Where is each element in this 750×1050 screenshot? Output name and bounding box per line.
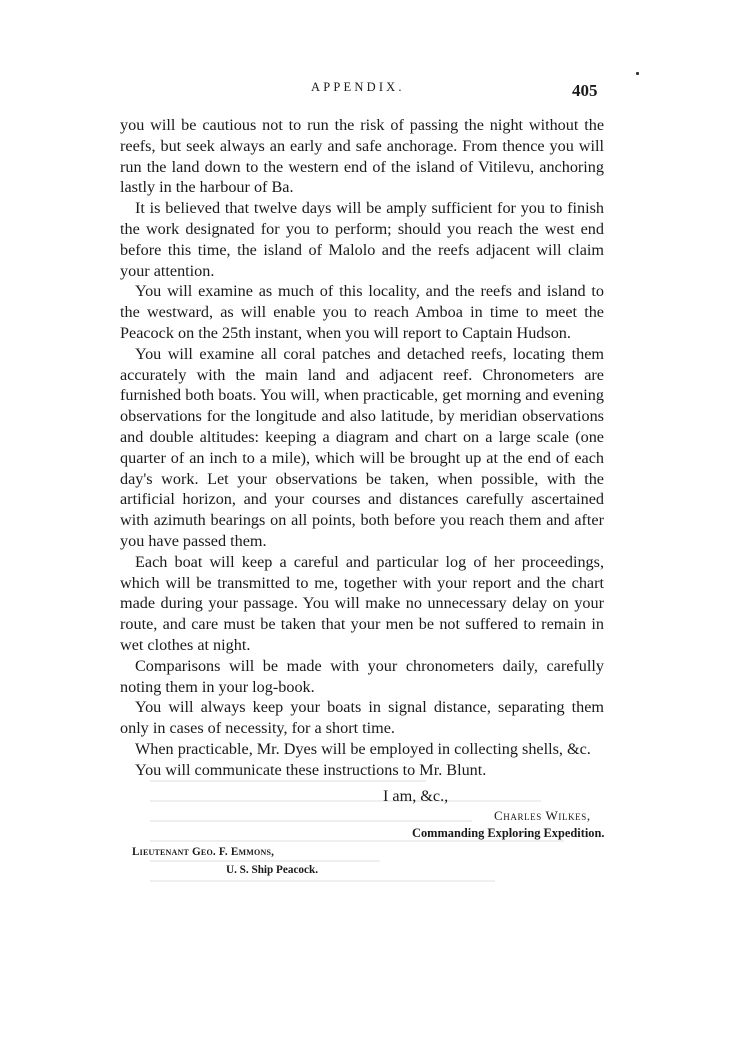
paragraph: You will always keep your boats in signal distance, separating them only in cases of necessity, for a short time. xyxy=(120,698,604,738)
signatory-name: Charles Wilkes, xyxy=(494,808,591,823)
paragraph: You will communicate these instructions to Mr. Blunt. xyxy=(135,760,487,779)
addressee-ship: U. S. Ship Peacock. xyxy=(226,864,318,876)
paragraph: When practicable, Mr. Dyes will be employed in collecting shells, &c. xyxy=(135,739,591,758)
paragraph: Each boat will keep a careful and particular log of her proceedings, which will be transmitted to me, together with your report and the chart made during your passage. You will make no unnecessary delay on your route, and care must be taken that your men be not suffered to remain in wet clothes at night. xyxy=(120,552,604,654)
signatory-title: Commanding Exploring Expedition. xyxy=(412,826,605,840)
page-number: 405 xyxy=(572,81,598,100)
paragraph: You will examine all coral patches and detached reefs, locating them accurately with the main land and adjacent reef. Chronometers are furnished both boats. You will, when practicable, get morning and evening observations for the longitude and also latitude, by meridian observations and double altitudes: keeping a diagram and chart on a large scale (one quarter of an inch to a mile), which will be brought up at the end of each day's work. Let your observations be taken, when possible, with the artificial horizon, and your courses and distances carefully ascertained with azimuth bearings on all points, both before you reach them and after you have passed them. xyxy=(120,344,604,550)
addressee-name: Lieutenant Geo. F. Emmons, xyxy=(132,846,275,858)
paragraph: You will examine as much of this locality, and the reefs and island to the westward, as will enable you to reach Amboa in time to meet the Peacock on the 25th instant, when you will report to Captain Hudson. xyxy=(120,282,604,342)
paragraph: It is believed that twelve days will be amply sufficient for you to finish the work designated for you to perform; should you reach the west end before this time, the island of Malolo and the reefs adjacent will claim your attention. xyxy=(120,199,604,280)
paragraph: Comparisons will be made with your chronometers daily, carefully noting them in your log-book. xyxy=(120,656,604,696)
paragraph: you will be cautious not to run the risk of passing the night without the reefs, but seek always an early and safe anchorage. From thence you will run the land down to the western end of the island of Vitilevu, anchoring lastly in the harbour of Ba. xyxy=(120,116,604,197)
letter-closing: I am, &c., xyxy=(383,787,449,805)
reverse-side-show-through xyxy=(150,780,610,960)
stray-ink-mark xyxy=(636,72,639,75)
body-text xyxy=(120,115,604,781)
running-head: APPENDIX. xyxy=(311,80,405,94)
